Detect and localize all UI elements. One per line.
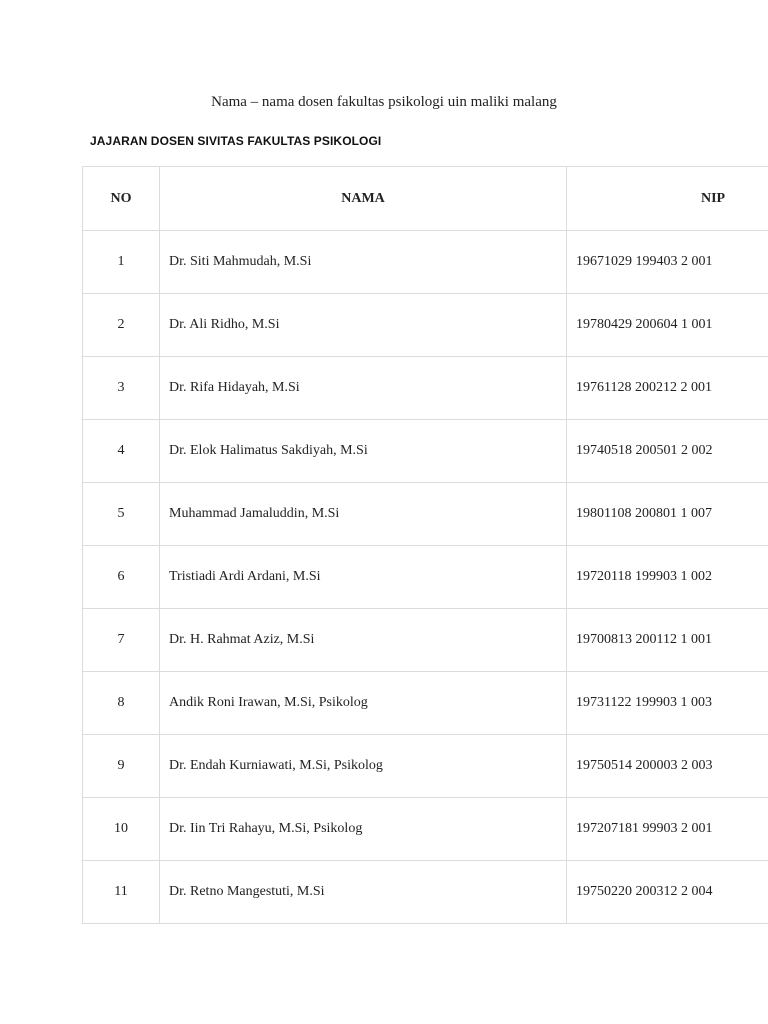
table-row — [83, 483, 768, 546]
cell-nip: 197207181 99903 2 001 — [567, 798, 768, 861]
table-row — [83, 861, 768, 924]
cell-nip: 19801108 200801 1 007 — [567, 483, 768, 546]
cell-nip: 19761128 200212 2 001 — [567, 357, 768, 420]
cell-nama: Dr. Retno Mangestuti, M.Si — [160, 861, 567, 924]
table-row — [83, 294, 768, 357]
cell-no: 10 — [83, 798, 160, 861]
table-row — [83, 735, 768, 798]
table-row — [83, 798, 768, 861]
cell-nama: Dr. Endah Kurniawati, M.Si, Psikolog — [160, 735, 567, 798]
cell-nama: Dr. Rifa Hidayah, M.Si — [160, 357, 567, 420]
table-row — [83, 357, 768, 420]
table-row — [83, 546, 768, 609]
cell-nip: 19740518 200501 2 002 — [567, 420, 768, 483]
cell-no: 1 — [83, 231, 160, 294]
cell-no: 11 — [83, 861, 160, 924]
cell-nama: Dr. Elok Halimatus Sakdiyah, M.Si — [160, 420, 567, 483]
lecturer-table — [82, 166, 768, 924]
lecturer-table-container — [82, 166, 768, 924]
document-title: Nama – nama dosen fakultas psikologi uin maliki malang — [211, 94, 557, 110]
cell-nama: Dr. Ali Ridho, M.Si — [160, 294, 567, 357]
cell-nama: Andik Roni Irawan, M.Si, Psikolog — [160, 672, 567, 735]
cell-no: 9 — [83, 735, 160, 798]
cell-no: 6 — [83, 546, 160, 609]
column-header-nama: NAMA — [160, 167, 567, 231]
table-row — [83, 420, 768, 483]
table-row — [83, 672, 768, 735]
table-body — [83, 231, 768, 924]
cell-nama: Tristiadi Ardi Ardani, M.Si — [160, 546, 567, 609]
cell-nip: 19780429 200604 1 001 — [567, 294, 768, 357]
cell-nip: 19720118 199903 1 002 — [567, 546, 768, 609]
cell-nip: 19671029 199403 2 001 — [567, 231, 768, 294]
cell-nip: 19750514 200003 2 003 — [567, 735, 768, 798]
cell-no: 5 — [83, 483, 160, 546]
section-heading: JAJARAN DOSEN SIVITAS FAKULTAS PSIKOLOGI — [90, 134, 382, 148]
cell-no: 4 — [83, 420, 160, 483]
cell-nama: Dr. Siti Mahmudah, M.Si — [160, 231, 567, 294]
cell-nip: 19731122 199903 1 003 — [567, 672, 768, 735]
cell-nama: Muhammad Jamaluddin, M.Si — [160, 483, 567, 546]
cell-nama: Dr. Iin Tri Rahayu, M.Si, Psikolog — [160, 798, 567, 861]
cell-no: 3 — [83, 357, 160, 420]
column-header-nip: NIP — [567, 167, 768, 231]
table-row — [83, 231, 768, 294]
table-row — [83, 609, 768, 672]
cell-nip: 19750220 200312 2 004 — [567, 861, 768, 924]
cell-nama: Dr. H. Rahmat Aziz, M.Si — [160, 609, 567, 672]
cell-no: 7 — [83, 609, 160, 672]
column-header-no: NO — [83, 167, 160, 231]
cell-no: 8 — [83, 672, 160, 735]
cell-nip: 19700813 200112 1 001 — [567, 609, 768, 672]
cell-no: 2 — [83, 294, 160, 357]
table-header-row — [83, 167, 768, 231]
